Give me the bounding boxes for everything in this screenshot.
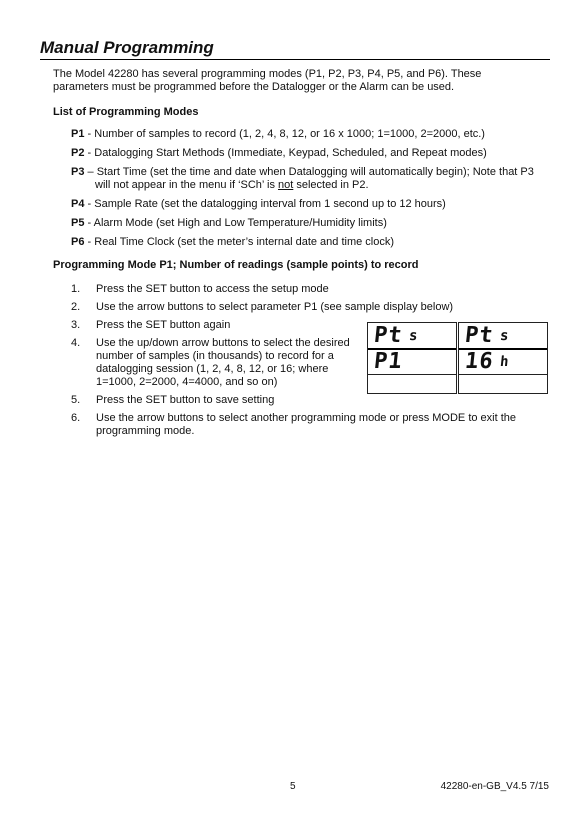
modes-list-heading: List of Programming Modes	[53, 106, 199, 118]
lcd-top-unit: s	[407, 327, 418, 344]
p1-heading: Programming Mode P1; Number of readings (sample points) to record	[53, 259, 419, 271]
lcd-display-p1	[367, 322, 457, 394]
step-item: 2. Use the arrow buttons to select parameter P1 (see sample display below)	[71, 301, 454, 313]
step-item: 4. Use the up/down arrow buttons to select the desired number of samples (in thousands) to record for a datalogging session (1, 2, 4, 8, 12, or 16; where 1=1000, 2=2000, 4=4000, and so on)	[71, 337, 350, 388]
lcd-display-16h	[458, 322, 548, 394]
step-item: 3. Press the SET button again	[71, 319, 231, 331]
page-number: 5	[290, 781, 296, 792]
mode-item-p1: P1 - Number of samples to record (1, 2, 4, 8, 12, or 16 x 1000; 1=1000, 2=2000, etc.)	[71, 128, 485, 140]
lcd-top-text: Pt	[463, 322, 495, 348]
mode-item-p2: P2 - Datalogging Start Methods (Immediate, Keypad, Scheduled, and Repeat modes)	[71, 147, 487, 159]
document-id: 42280-en-GB_V4.5 7/15	[440, 781, 549, 792]
step-item: 5. Press the SET button to save setting	[71, 394, 275, 406]
lcd-bottom-text: 16	[463, 349, 495, 374]
lcd-bottom-unit: h	[498, 354, 509, 370]
mode-item-p5: P5 - Alarm Mode (set High and Low Temperature/Humidity limits)	[71, 217, 387, 229]
mode-item-p6: P6 - Real Time Clock (set the meter’s internal date and time clock)	[71, 236, 395, 248]
lcd-bottom-text: P1	[372, 349, 404, 374]
intro-paragraph: The Model 42280 has several programming modes (P1, P2, P3, P4, P5, and P6). These parameters must be programmed before the Datalogger or the Alarm can be used.	[53, 68, 482, 93]
step-item: 6. Use the arrow buttons to select another programming mode or press MODE to exit the programming mode.	[71, 412, 517, 437]
mode-item-p4: P4 - Sample Rate (set the datalogging interval from 1 second up to 12 hours)	[71, 198, 446, 210]
step-item: 1. Press the SET button to access the setup mode	[71, 283, 329, 295]
mode-item-p3: P3 – Start Time (set the time and date when Datalogging will automatically begin); Note that P3 will not appear in the menu if ‘SCh’ is not selected in P2.	[71, 166, 534, 191]
page-heading: Manual Programming	[40, 38, 550, 60]
lcd-top-unit: s	[498, 327, 509, 344]
lcd-top-text: Pt	[372, 322, 404, 348]
modes-list	[71, 128, 551, 255]
